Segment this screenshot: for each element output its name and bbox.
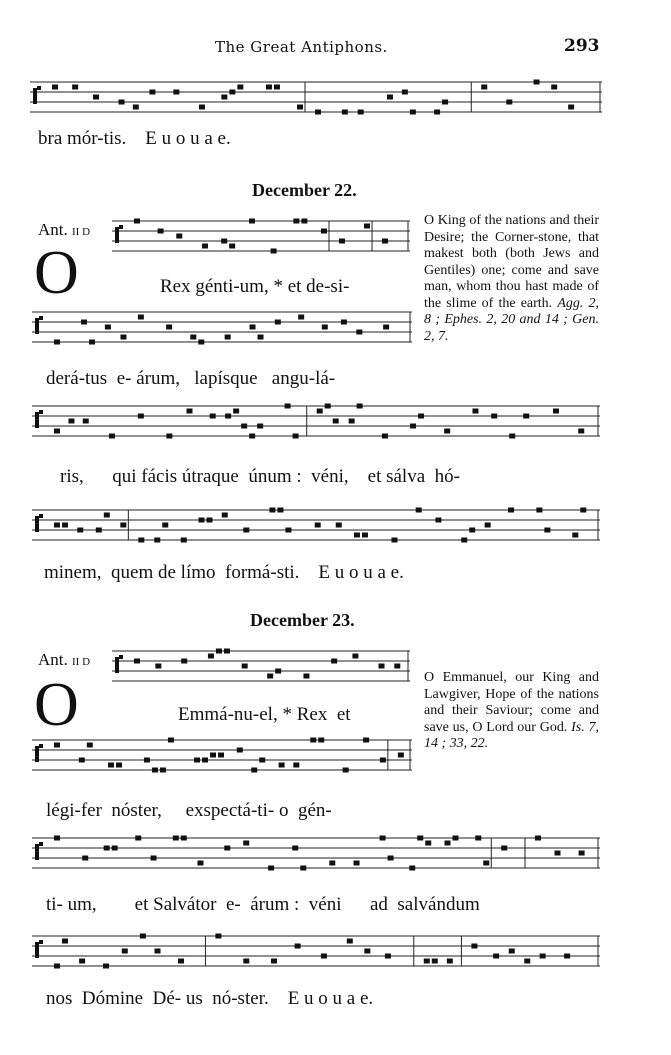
- clef-mark: [115, 657, 119, 673]
- neume: [506, 100, 512, 105]
- neume: [199, 105, 205, 110]
- neume: [277, 508, 283, 513]
- neume: [135, 836, 141, 841]
- neume: [293, 219, 299, 224]
- neume: [120, 335, 126, 340]
- neume: [187, 409, 193, 414]
- neume: [572, 533, 578, 538]
- neume: [242, 664, 248, 669]
- neume: [461, 538, 467, 543]
- neume: [222, 513, 228, 518]
- neume: [197, 861, 203, 866]
- neume: [89, 340, 95, 345]
- neume: [155, 664, 161, 669]
- neume: [364, 949, 370, 954]
- clef-mark: [119, 225, 123, 229]
- neume: [166, 434, 172, 439]
- neume: [62, 523, 68, 528]
- neume: [341, 320, 347, 325]
- mode-label: II D: [72, 226, 91, 238]
- neume: [274, 85, 280, 90]
- neume: [210, 753, 216, 758]
- neume: [380, 758, 386, 763]
- neume: [173, 90, 179, 95]
- neume: [54, 743, 60, 748]
- neume: [364, 224, 370, 229]
- scripture-reference: Is. 7, 14 ; 33, 22.: [424, 719, 599, 751]
- neume: [564, 954, 570, 959]
- neume: [138, 538, 144, 543]
- clef-mark: [39, 940, 43, 944]
- neume: [120, 523, 126, 528]
- neume: [225, 335, 231, 340]
- neume: [249, 219, 255, 224]
- neume: [379, 664, 385, 669]
- neume: [152, 768, 158, 773]
- lyric-line-dec22-3: ris, qui fácis útraque únum : véni, et sálva hó-: [60, 466, 460, 487]
- neume: [54, 523, 60, 528]
- music-staff-dec23-3: [32, 832, 600, 886]
- scripture-reference: Agg. 2, 8 ; Ephes. 2, 20 and 14 ; Gen. 2, 7.: [424, 295, 599, 344]
- neume: [321, 229, 327, 234]
- neume: [310, 738, 316, 743]
- neume: [96, 528, 102, 533]
- initial-letter-dec23: O: [34, 671, 79, 739]
- clef-mark: [35, 942, 39, 958]
- music-staff-intro: [30, 76, 602, 120]
- neume: [285, 404, 291, 409]
- neume: [444, 429, 450, 434]
- neume: [331, 659, 337, 664]
- neume: [241, 424, 247, 429]
- neume: [342, 110, 348, 115]
- clef-mark: [39, 316, 43, 320]
- neume: [268, 866, 274, 871]
- initial-letter-dec22: O: [34, 239, 79, 307]
- translation-text: O King of the nations and their Desire; the Corner-stone, that makest both (both Jews and Gentiles) one; come and save man, whom thou hast made of the slime of the earth.: [424, 213, 599, 311]
- neume: [266, 85, 272, 90]
- neume: [536, 508, 542, 513]
- neume: [54, 429, 60, 434]
- neume: [555, 851, 561, 856]
- neume: [303, 674, 309, 679]
- neume: [509, 949, 515, 954]
- neume: [162, 523, 168, 528]
- lyric-line-dec22-2: derá-tus e- árum, lapísque angu-lá-: [46, 368, 336, 389]
- neume: [483, 861, 489, 866]
- neume: [318, 738, 324, 743]
- neume: [160, 768, 166, 773]
- neume: [349, 419, 355, 424]
- neume: [243, 959, 249, 964]
- neume: [315, 110, 321, 115]
- clef-mark: [35, 412, 39, 428]
- neume: [347, 939, 353, 944]
- neume: [249, 434, 255, 439]
- neume: [103, 964, 109, 969]
- neume: [410, 424, 416, 429]
- neume: [237, 85, 243, 90]
- neume: [279, 763, 285, 768]
- neume: [382, 239, 388, 244]
- neume: [385, 954, 391, 959]
- neume: [380, 836, 386, 841]
- neume: [580, 508, 586, 513]
- clef-mark: [33, 88, 37, 104]
- clef-mark: [35, 516, 39, 532]
- lyric-line-dec23-1: Emmá-nu-el, * Rex et: [178, 704, 351, 725]
- clef-mark: [37, 86, 41, 90]
- lyric-line-dec23-2: légi-fer nóster, exspectá-ti- o gén-: [46, 800, 332, 821]
- neume: [551, 85, 557, 90]
- neume: [224, 846, 230, 851]
- clef-mark: [35, 844, 39, 860]
- neume: [81, 320, 87, 325]
- neume: [269, 508, 275, 513]
- neume: [362, 533, 368, 538]
- neume: [154, 538, 160, 543]
- neume: [224, 649, 230, 654]
- neume: [218, 753, 224, 758]
- neume: [452, 836, 458, 841]
- neume: [329, 861, 335, 866]
- neume: [271, 959, 277, 964]
- neume: [579, 851, 585, 856]
- neume: [275, 669, 281, 674]
- neume: [133, 105, 139, 110]
- neume: [258, 335, 264, 340]
- neume: [108, 763, 114, 768]
- neume: [424, 959, 430, 964]
- neume: [293, 434, 299, 439]
- neume: [122, 949, 128, 954]
- neume: [298, 315, 304, 320]
- neume: [357, 404, 363, 409]
- music-staff-dec23-4: [32, 930, 600, 982]
- neume: [119, 100, 125, 105]
- neume: [398, 753, 404, 758]
- neume: [181, 836, 187, 841]
- neume: [352, 654, 358, 659]
- neume: [176, 234, 182, 239]
- neume: [198, 518, 204, 523]
- neume: [481, 85, 487, 90]
- neume: [181, 659, 187, 664]
- neume: [568, 105, 574, 110]
- neume: [409, 866, 415, 871]
- neume: [524, 959, 530, 964]
- neume: [336, 523, 342, 528]
- antiphon-label-dec22: [38, 220, 90, 240]
- neume: [104, 513, 110, 518]
- neume: [54, 836, 60, 841]
- neume: [225, 414, 231, 419]
- neume: [388, 856, 394, 861]
- neume: [210, 414, 216, 419]
- neume: [295, 944, 301, 949]
- lyric-line-dec23-4: nos Dómine Dé- us nó-ster. E u o u a e.: [46, 988, 374, 1009]
- neume: [469, 528, 475, 533]
- neume: [534, 80, 540, 85]
- neume: [418, 414, 424, 419]
- neume: [540, 954, 546, 959]
- neume: [178, 959, 184, 964]
- neume: [356, 330, 362, 335]
- antiphon-label-dec23: [38, 650, 90, 670]
- neume: [394, 664, 400, 669]
- ant-abbrev: Ant.: [38, 220, 68, 239]
- neume: [215, 934, 221, 939]
- neume: [181, 538, 187, 543]
- neume: [202, 758, 208, 763]
- neume: [315, 523, 321, 528]
- translation-dec22: [424, 213, 599, 345]
- neume: [250, 325, 256, 330]
- neume: [387, 95, 393, 100]
- neume: [435, 518, 441, 523]
- clef-mark: [115, 227, 119, 243]
- neume: [485, 523, 491, 528]
- music-staff-dec22-2: [32, 306, 412, 356]
- neume: [168, 738, 174, 743]
- neume: [68, 419, 74, 424]
- clef-mark: [39, 410, 43, 414]
- neume: [202, 244, 208, 249]
- neume: [509, 434, 515, 439]
- neume: [382, 434, 388, 439]
- neume: [417, 836, 423, 841]
- neume: [354, 533, 360, 538]
- neume: [83, 419, 89, 424]
- section-heading-dec22: December 22.: [252, 180, 357, 200]
- neume: [391, 538, 397, 543]
- neume: [194, 758, 200, 763]
- neume: [229, 90, 235, 95]
- lyric-line-dec22-1: Rex génti-um, * et de-si-: [160, 276, 350, 297]
- neume: [444, 841, 450, 846]
- neume: [62, 939, 68, 944]
- neume: [275, 320, 281, 325]
- neume: [501, 846, 507, 851]
- neume: [434, 110, 440, 115]
- neume: [198, 340, 204, 345]
- neume: [293, 763, 299, 768]
- neume: [251, 768, 257, 773]
- section-heading-dec23: December 23.: [250, 610, 355, 630]
- neume: [138, 315, 144, 320]
- neume: [216, 649, 222, 654]
- neume: [402, 90, 408, 95]
- lyric-line-intro: bra mór-tis. E u o u a e.: [38, 128, 231, 149]
- neume: [173, 836, 179, 841]
- neume: [410, 110, 416, 115]
- neume: [491, 414, 497, 419]
- clef-mark: [39, 744, 43, 748]
- music-staff-dec23-1: [112, 645, 410, 691]
- neume: [140, 934, 146, 939]
- running-title: The Great Antiphons.: [215, 38, 388, 56]
- clef-mark: [119, 655, 123, 659]
- neume: [292, 846, 298, 851]
- neume: [54, 340, 60, 345]
- neume: [271, 249, 277, 254]
- neume: [383, 325, 389, 330]
- neume: [339, 239, 345, 244]
- neume: [544, 528, 550, 533]
- neume: [138, 414, 144, 419]
- neume: [475, 836, 481, 841]
- lyric-line-dec22-4: minem, quem de límo formá-sti. E u o u a e.: [44, 562, 404, 583]
- neume: [104, 846, 110, 851]
- neume: [447, 959, 453, 964]
- neume: [472, 409, 478, 414]
- neume: [493, 954, 499, 959]
- neume: [317, 409, 323, 414]
- neume: [109, 434, 115, 439]
- page-number: 293: [564, 36, 600, 56]
- neume: [134, 219, 140, 224]
- neume: [208, 654, 214, 659]
- mode-label: II D: [72, 656, 91, 668]
- neume: [93, 95, 99, 100]
- neume: [343, 768, 349, 773]
- neume: [363, 738, 369, 743]
- music-staff-dec22-4: [32, 504, 600, 556]
- neume: [221, 239, 227, 244]
- neume: [425, 841, 431, 846]
- neume: [578, 429, 584, 434]
- neume: [79, 959, 85, 964]
- music-staff-dec23-2: [32, 734, 412, 784]
- neume: [155, 949, 161, 954]
- music-staff-dec22-1: [112, 215, 410, 261]
- clef-mark: [35, 746, 39, 762]
- neume: [105, 325, 111, 330]
- neume: [321, 954, 327, 959]
- clef-mark: [39, 842, 43, 846]
- neume: [112, 846, 118, 851]
- neume: [72, 85, 78, 90]
- neume: [333, 419, 339, 424]
- neume: [77, 528, 83, 533]
- neume: [237, 748, 243, 753]
- neume: [416, 508, 422, 513]
- neume: [471, 944, 477, 949]
- neume: [79, 758, 85, 763]
- clef-mark: [35, 318, 39, 334]
- neume: [151, 856, 157, 861]
- neume: [442, 100, 448, 105]
- neume: [300, 866, 306, 871]
- neume: [233, 409, 239, 414]
- neume: [149, 90, 155, 95]
- neume: [257, 424, 263, 429]
- neume: [301, 219, 307, 224]
- clef-mark: [39, 514, 43, 518]
- neume: [190, 335, 196, 340]
- neume: [206, 518, 212, 523]
- neume: [322, 325, 328, 330]
- neume: [144, 758, 150, 763]
- neume: [267, 674, 273, 679]
- neume: [54, 964, 60, 969]
- neume: [285, 528, 291, 533]
- neume: [243, 841, 249, 846]
- neume: [259, 758, 265, 763]
- translation-dec23: [424, 670, 599, 753]
- neume: [523, 414, 529, 419]
- music-staff-dec22-3: [32, 400, 600, 454]
- neume: [158, 229, 164, 234]
- neume: [134, 659, 140, 664]
- neume: [166, 325, 172, 330]
- neume: [535, 836, 541, 841]
- neume: [221, 95, 227, 100]
- neume: [432, 959, 438, 964]
- ant-abbrev: Ant.: [38, 650, 68, 669]
- neume: [297, 105, 303, 110]
- neume: [52, 85, 58, 90]
- neume: [354, 861, 360, 866]
- neume: [87, 743, 93, 748]
- lyric-line-dec23-3: ti- um, et Salvátor e- árum : véni ad salvándum: [46, 894, 480, 915]
- neume: [325, 404, 331, 409]
- neume: [82, 856, 88, 861]
- neume: [358, 110, 364, 115]
- neume: [508, 508, 514, 513]
- neume: [553, 409, 559, 414]
- neume: [229, 244, 235, 249]
- translation-text: O Emmanuel, our King and Lawgiver, Hope of the nations and their Saviour; come and save us, O Lord our God.: [424, 670, 599, 735]
- neume: [243, 528, 249, 533]
- neume: [116, 763, 122, 768]
